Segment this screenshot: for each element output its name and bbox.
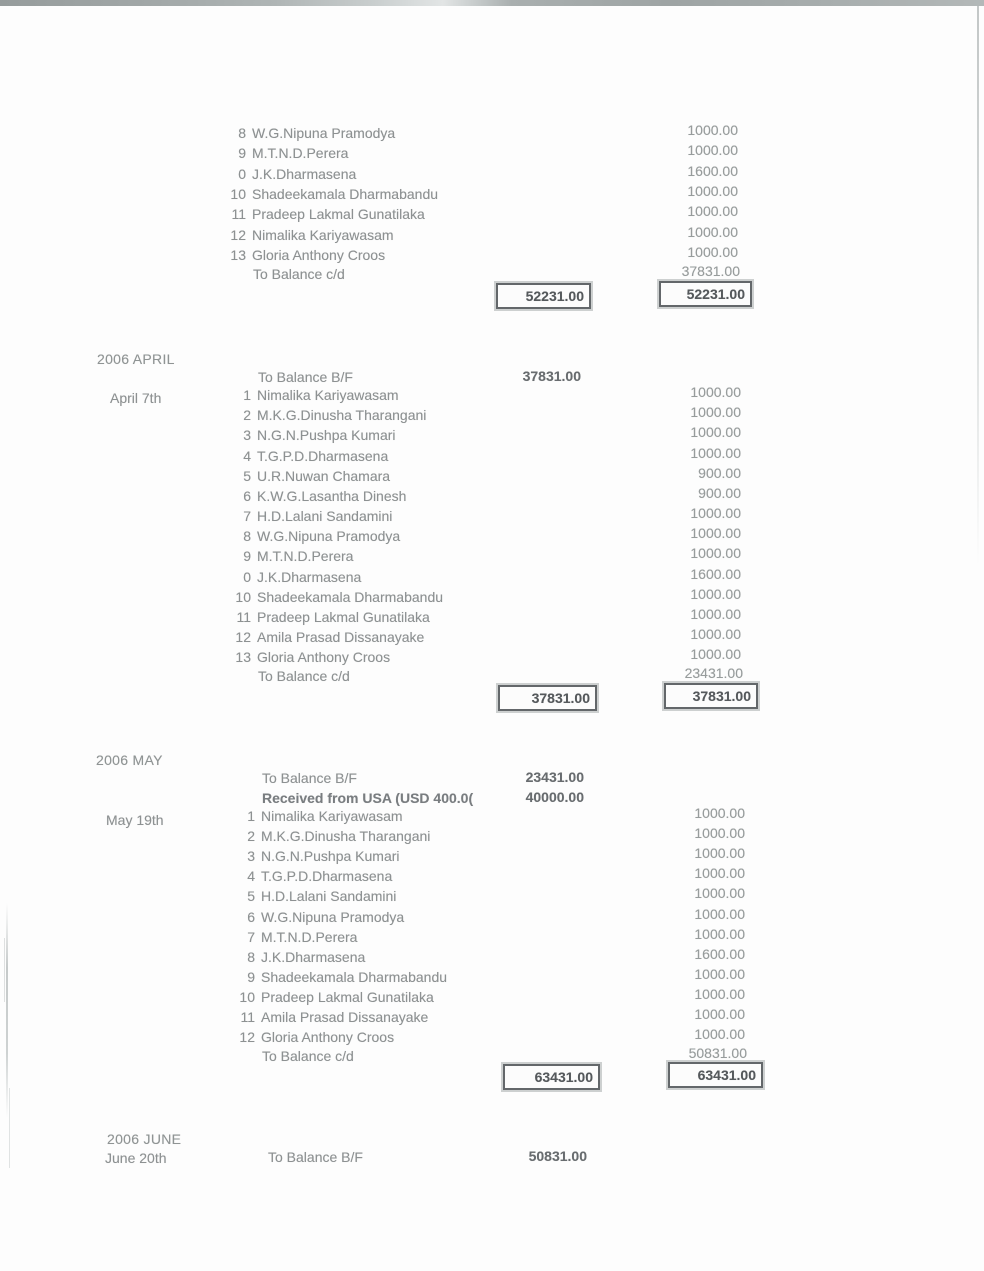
received-label: Received from USA (USD 400.0( xyxy=(262,790,474,806)
row-number: 7 xyxy=(247,928,255,945)
section-heading: 2006 MAY xyxy=(96,752,163,768)
row-number: 3 xyxy=(243,427,251,444)
row-amount: 900.00 xyxy=(698,464,741,481)
row-amount: 1000.00 xyxy=(690,505,741,522)
member-name: M.K.G.Dinusha Tharangani xyxy=(257,407,427,424)
member-name: M.K.G.Dinusha Tharangani xyxy=(261,828,431,845)
member-name: Shadeekamala Dharmabandu xyxy=(252,185,439,202)
member-name: M.T.N.D.Perera xyxy=(261,928,358,945)
total-box-right xyxy=(659,281,752,307)
member-name: Gloria Anthony Croos xyxy=(261,1029,395,1046)
row-number: 9 xyxy=(247,968,255,985)
member-name: W.G.Nipuna Pramodya xyxy=(261,908,405,925)
row-amount: 1000.00 xyxy=(694,925,745,942)
row-amount: 1000.00 xyxy=(690,646,741,663)
row-number: 9 xyxy=(238,145,246,162)
row-number: 0 xyxy=(243,568,251,585)
row-amount: 1000.00 xyxy=(694,965,745,982)
row-number: 10 xyxy=(235,588,251,605)
row-amount: 1000.00 xyxy=(687,223,738,240)
balance-cd-amount: 37831.00 xyxy=(681,263,740,279)
section-heading: 2006 APRIL xyxy=(97,351,175,367)
row-number: 2 xyxy=(243,407,251,424)
total-amount: 37831.00 xyxy=(692,688,751,704)
total-box-right xyxy=(668,1062,763,1088)
row-amount: 1000.00 xyxy=(690,626,741,643)
row-amount: 1000.00 xyxy=(687,142,738,159)
scan-artifact-right-edge xyxy=(977,6,979,566)
row-number: 12 xyxy=(239,1029,255,1046)
row-number: 6 xyxy=(243,487,251,504)
row-amount: 1000.00 xyxy=(690,384,741,400)
member-name: W.G.Nipuna Pramodya xyxy=(257,528,401,545)
row-number: 7 xyxy=(243,508,251,525)
row-number: 12 xyxy=(230,226,246,243)
row-amount: 1000.00 xyxy=(687,203,738,220)
member-name: M.T.N.D.Perera xyxy=(257,548,354,565)
row-amount: 1000.00 xyxy=(687,122,738,138)
row-amount: 1600.00 xyxy=(690,565,741,582)
member-name: H.D.Lalani Sandamini xyxy=(261,888,397,905)
row-number: 11 xyxy=(236,608,251,625)
row-number: 13 xyxy=(235,649,251,666)
member-name: H.D.Lalani Sandamini xyxy=(257,508,393,525)
row-number: 5 xyxy=(247,888,255,905)
row-number: 1 xyxy=(243,387,251,403)
balance-cd-amount: 23431.00 xyxy=(684,665,743,681)
row-number: 0 xyxy=(238,165,246,182)
row-amount: 1000.00 xyxy=(694,1026,745,1043)
balance-bf-label: To Balance B/F xyxy=(268,1149,363,1165)
member-name: N.G.N.Pushpa Kumari xyxy=(257,427,396,444)
row-number: 4 xyxy=(243,447,251,464)
member-name: Nimalika Kariyawasam xyxy=(257,387,399,403)
row-number: 8 xyxy=(243,528,251,545)
row-number: 8 xyxy=(247,948,255,965)
row-number: 4 xyxy=(247,868,255,885)
member-name: Pradeep Lakmal Gunatilaka xyxy=(261,988,434,1005)
row-number: 2 xyxy=(247,828,255,845)
member-name: Nimalika Kariyawasam xyxy=(261,808,403,824)
row-number: 11 xyxy=(240,1009,255,1025)
member-name: J.K.Dharmasena xyxy=(257,568,362,585)
row-number: 10 xyxy=(239,988,255,1005)
total-box-right xyxy=(664,683,758,709)
member-name: U.R.Nuwan Chamara xyxy=(257,467,391,484)
member-name: Gloria Anthony Croos xyxy=(252,246,386,263)
scan-artifact-left-streak xyxy=(4,938,5,1002)
row-number: 5 xyxy=(243,467,251,484)
scan-artifact-left-streak xyxy=(9,1088,10,1168)
entry-date: May 19th xyxy=(106,812,164,828)
balance-cd-label: To Balance c/d xyxy=(258,668,350,684)
member-name: Amila Prasad Dissanayake xyxy=(257,629,425,646)
row-amount: 1000.00 xyxy=(690,444,741,461)
member-name: J.K.Dharmasena xyxy=(252,165,357,182)
entry-date: April 7th xyxy=(110,390,162,406)
member-name: K.W.G.Lasantha Dinesh xyxy=(257,487,407,504)
member-name: T.G.P.D.Dharmasena xyxy=(261,868,393,885)
member-name: Shadeekamala Dharmabandu xyxy=(257,588,444,605)
row-amount: 1000.00 xyxy=(694,1006,745,1022)
row-number: 1 xyxy=(247,808,255,824)
row-number: 13 xyxy=(230,246,246,263)
row-amount: 1000.00 xyxy=(687,243,738,260)
balance-bf-amount: 37831.00 xyxy=(522,368,581,384)
row-amount: 1000.00 xyxy=(690,585,741,602)
row-number: 10 xyxy=(230,185,246,202)
member-name: M.T.N.D.Perera xyxy=(252,145,349,162)
balance-cd-amount: 50831.00 xyxy=(688,1045,747,1061)
member-name: Shadeekamala Dharmabandu xyxy=(261,968,448,985)
member-name: J.K.Dharmasena xyxy=(261,948,366,965)
row-amount: 1000.00 xyxy=(694,885,745,902)
row-amount: 1000.00 xyxy=(694,845,745,862)
row-amount: 1000.00 xyxy=(694,865,745,882)
row-amount: 1000.00 xyxy=(687,182,738,199)
received-amount: 40000.00 xyxy=(525,789,584,805)
row-amount: 1600.00 xyxy=(694,945,745,962)
total-amount: 63431.00 xyxy=(697,1067,756,1083)
total-amount: 52231.00 xyxy=(525,288,584,304)
scan-artifact-left-streak xyxy=(6,903,8,1118)
total-box-middle xyxy=(496,283,591,309)
row-amount: 1000.00 xyxy=(690,605,741,622)
balance-bf-label: To Balance B/F xyxy=(258,369,353,385)
balance-bf-amount: 23431.00 xyxy=(525,769,584,785)
row-amount: 1000.00 xyxy=(694,905,745,922)
row-amount: 1000.00 xyxy=(694,985,745,1002)
row-amount: 1000.00 xyxy=(694,805,745,821)
row-amount: 1600.00 xyxy=(687,162,738,179)
row-amount: 1000.00 xyxy=(690,545,741,562)
member-name: Gloria Anthony Croos xyxy=(257,649,391,666)
row-amount: 1000.00 xyxy=(690,404,741,421)
scan-artifact-top-edge xyxy=(0,0,984,6)
member-name: T.G.P.D.Dharmasena xyxy=(257,447,389,464)
balance-bf-amount: 50831.00 xyxy=(528,1148,587,1164)
member-name: W.G.Nipuna Pramodya xyxy=(252,125,396,141)
member-name: Amila Prasad Dissanayake xyxy=(261,1009,429,1025)
row-number: 3 xyxy=(247,848,255,865)
member-name: Nimalika Kariyawasam xyxy=(252,226,394,243)
row-number: 6 xyxy=(247,908,255,925)
total-box-middle xyxy=(503,1064,600,1090)
section-heading: 2006 JUNE xyxy=(107,1131,182,1147)
member-name: Pradeep Lakmal Gunatilaka xyxy=(252,206,425,223)
total-amount: 63431.00 xyxy=(534,1069,593,1085)
entry-date: June 20th xyxy=(105,1150,167,1166)
row-amount: 900.00 xyxy=(698,484,741,501)
balance-cd-label: To Balance c/d xyxy=(262,1048,354,1064)
row-amount: 1000.00 xyxy=(694,825,745,842)
total-amount: 52231.00 xyxy=(686,286,745,302)
row-amount: 1000.00 xyxy=(690,525,741,542)
row-number: 12 xyxy=(235,629,251,646)
balance-cd-label: To Balance c/d xyxy=(253,266,345,282)
member-name: Pradeep Lakmal Gunatilaka xyxy=(257,608,430,625)
row-amount: 1000.00 xyxy=(690,424,741,441)
balance-bf-label: To Balance B/F xyxy=(262,770,357,786)
total-box-middle xyxy=(498,685,597,711)
row-number: 8 xyxy=(238,125,246,141)
row-number: 11 xyxy=(231,206,246,223)
row-number: 9 xyxy=(243,548,251,565)
total-amount: 37831.00 xyxy=(531,690,590,706)
member-name: N.G.N.Pushpa Kumari xyxy=(261,848,400,865)
